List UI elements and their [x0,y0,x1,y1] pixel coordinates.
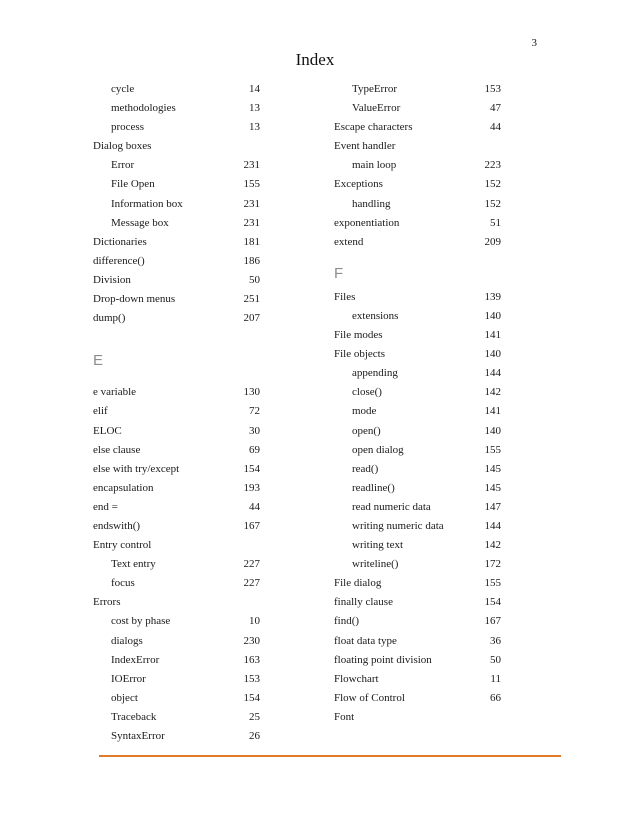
index-page-number: 231 [243,197,260,210]
index-page-number: 47 [490,102,501,115]
index-term: Division [93,273,131,286]
index-page-number: 50 [249,273,260,286]
index-entry [334,632,501,651]
index-entry [334,612,501,631]
index-page-number: 227 [243,577,260,590]
index-term: SyntaxError [111,730,165,742]
index-entry [93,441,260,460]
index-entry [334,498,501,517]
index-page-number: 140 [484,348,501,361]
index-term: cycle [111,83,135,95]
index-entry [334,307,501,326]
index-term: methodologies [111,102,176,115]
index-entry [93,252,260,271]
page-number: 3 [531,37,537,49]
index-term: elif [93,405,108,418]
index-term: File Open [111,178,155,191]
index-page-number: 155 [484,577,501,590]
index-list-e [93,383,260,746]
index-term: writing text [352,539,404,552]
index-term: endswith() [93,519,141,532]
section-letter-e: E [93,352,104,370]
index-term: else with try/except [93,462,180,475]
index-page-number: 153 [243,672,260,685]
index-term: Entry control [93,539,152,552]
index-term: exponentiation [334,216,400,229]
index-page-number: 251 [243,293,260,306]
index-entry [93,689,260,708]
index-entry [334,195,501,214]
index-page-number: 36 [490,634,501,647]
index-entry [334,708,501,727]
index-page-number: 142 [484,386,501,399]
index-term: float data type [334,634,397,647]
index-term: Traceback [111,710,157,723]
index-term: Flow of Control [334,691,405,704]
index-page-number: 181 [243,235,260,248]
index-term: IOError [111,672,146,685]
index-entry [93,118,260,137]
index-entry [93,708,260,727]
index-page-number: 167 [243,519,260,532]
index-entry [334,214,501,233]
index-term: read() [352,462,379,475]
index-entry [93,670,260,689]
index-entry [334,118,501,137]
index-term: close() [352,386,382,399]
index-page-number: 130 [243,386,260,399]
index-entry [334,536,501,555]
index-list-d-continued [93,80,260,328]
index-page-number: 231 [243,216,260,229]
index-entry [93,175,260,194]
index-term: encapsulation [93,481,154,494]
index-entry [334,574,501,593]
index-term: handling [352,197,391,210]
section-letter-f: F [334,264,344,282]
index-entry [334,233,501,252]
index-term: Dictionaries [93,235,147,248]
index-page-number: 30 [249,424,260,437]
index-term: Information box [111,197,183,210]
index-page-number: 50 [490,653,501,666]
index-page-number: 147 [484,500,501,513]
index-page-number: 141 [484,405,501,418]
index-term: writing numeric data [352,519,444,532]
index-page-number: 154 [243,462,260,475]
index-page-number: 227 [243,558,260,571]
index-entry [334,479,501,498]
index-term: mode [352,405,377,418]
index-page-number: 152 [484,178,501,191]
index-page-number: 51 [490,216,501,229]
index-page-number: 44 [490,121,501,134]
index-term: read numeric data [352,500,431,513]
index-entry [334,326,501,345]
index-page-number: 26 [249,730,260,742]
footer-rule [99,755,561,757]
index-term: else clause [93,443,141,456]
index-term: TypeError [352,83,398,95]
index-term: readline() [352,481,395,494]
index-term: dialogs [111,634,143,647]
index-page-number: 25 [249,710,260,723]
index-term: Flowchart [334,672,379,685]
index-term: Font [334,710,355,723]
index-page-number: 193 [243,481,260,494]
index-term: Errors [93,596,121,609]
index-page-number: 145 [484,462,501,475]
index-entry [334,288,501,307]
index-entry [93,137,260,156]
index-page-number: 163 [243,653,260,666]
index-term: extend [334,235,364,248]
index-term: Error [111,159,135,172]
index-page-number: 172 [484,558,501,571]
index-page-number: 155 [243,178,260,191]
index-page-number: 14 [249,83,260,95]
index-entry [334,383,501,402]
index-page-number: 69 [249,443,260,456]
index-page-number: 230 [243,634,260,647]
index-entry [334,156,501,175]
index-term: Text entry [111,558,156,571]
index-entry [334,593,501,612]
index-page-number: 154 [484,596,501,609]
index-entry [93,651,260,670]
index-page-number: 10 [249,615,260,628]
index-entry [334,422,501,441]
index-term: extensions [352,309,399,322]
index-entry [93,309,260,328]
index-entry [334,175,501,194]
index-page-number: 153 [484,83,501,95]
index-entry [334,402,501,421]
index-term: File dialog [334,577,382,590]
index-term: end = [93,500,118,513]
index-page-number: 139 [484,290,501,303]
index-entry [93,517,260,536]
index-page-number: 167 [484,615,501,628]
index-entry [93,99,260,118]
index-term: difference() [93,254,145,267]
index-page-number: 144 [484,519,501,532]
index-term: main loop [352,159,397,172]
index-page-number: 141 [484,329,501,342]
index-term: focus [111,577,135,590]
index-entry [334,441,501,460]
index-term: floating point division [334,653,432,666]
index-page-number: 72 [249,405,260,418]
index-term: Drop-down menus [93,293,176,306]
index-entry [93,402,260,421]
index-entry [93,632,260,651]
index-term: open dialog [352,443,404,456]
page-title: Index [295,50,335,69]
index-page-number: 66 [490,691,501,704]
index-term: Files [334,290,356,303]
index-entry [334,80,501,99]
index-term: File objects [334,348,386,361]
index-page-number: 231 [243,159,260,172]
index-term: Dialog boxes [93,140,152,153]
index-page-number: 11 [490,672,501,685]
index-term: File modes [334,329,383,342]
index-list-f [334,288,501,727]
index-term: ELOC [93,424,122,437]
index-entry [93,727,260,746]
index-entry [93,498,260,517]
index-term: process [111,121,144,134]
index-entry [93,593,260,612]
index-term: appending [352,367,398,380]
index-entry [93,555,260,574]
index-entry [334,651,501,670]
index-entry [93,460,260,479]
index-term: Exceptions [334,178,383,191]
index-entry [334,670,501,689]
index-page-number: 209 [484,235,501,248]
index-entry [334,555,501,574]
index-entry [334,364,501,383]
index-page-number: 223 [484,159,501,172]
index-entry [93,612,260,631]
index-term: object [111,691,138,704]
index-entry [334,137,501,156]
index-entry [93,233,260,252]
index-list-e-continued [334,80,501,252]
index-entry [334,345,501,364]
index-entry [93,80,260,99]
index-entry [93,422,260,441]
index-page-number: 155 [484,443,501,456]
index-entry [93,271,260,290]
index-entry [93,195,260,214]
index-term: Event handler [334,140,396,153]
index-term: IndexError [111,653,160,666]
index-entry [334,517,501,536]
index-term: Escape characters [334,121,413,134]
index-entry [93,214,260,233]
index-term: e variable [93,386,137,399]
index-page-number: 145 [484,481,501,494]
index-term: open() [352,424,381,437]
index-term: Message box [111,216,169,229]
index-page-number: 207 [243,312,260,325]
index-entry [93,290,260,309]
index-page-number: 186 [243,254,260,267]
index-term: dump() [93,312,126,325]
index-entry [93,383,260,402]
index-column-right [334,80,501,727]
index-term: ValueError [352,102,401,115]
index-entry [93,479,260,498]
index-page-number: 144 [484,367,501,380]
index-page-number: 13 [249,102,260,115]
index-entry [334,689,501,708]
index-entry [93,156,260,175]
index-term: finally clause [334,596,393,609]
index-page-number: 154 [243,691,260,704]
index-page-number: 140 [484,309,501,322]
index-page-number: 152 [484,197,501,210]
index-column-left [93,80,260,746]
index-page-number: 13 [249,121,260,134]
index-page-number: 44 [249,500,260,513]
index-entry [93,574,260,593]
index-entry [334,99,501,118]
index-page-number: 140 [484,424,501,437]
index-entry [334,460,501,479]
index-page-number: 142 [484,539,501,552]
index-term: find() [334,615,360,628]
index-term: cost by phase [111,615,171,628]
index-entry [93,536,260,555]
index-term: writeline() [352,558,399,571]
